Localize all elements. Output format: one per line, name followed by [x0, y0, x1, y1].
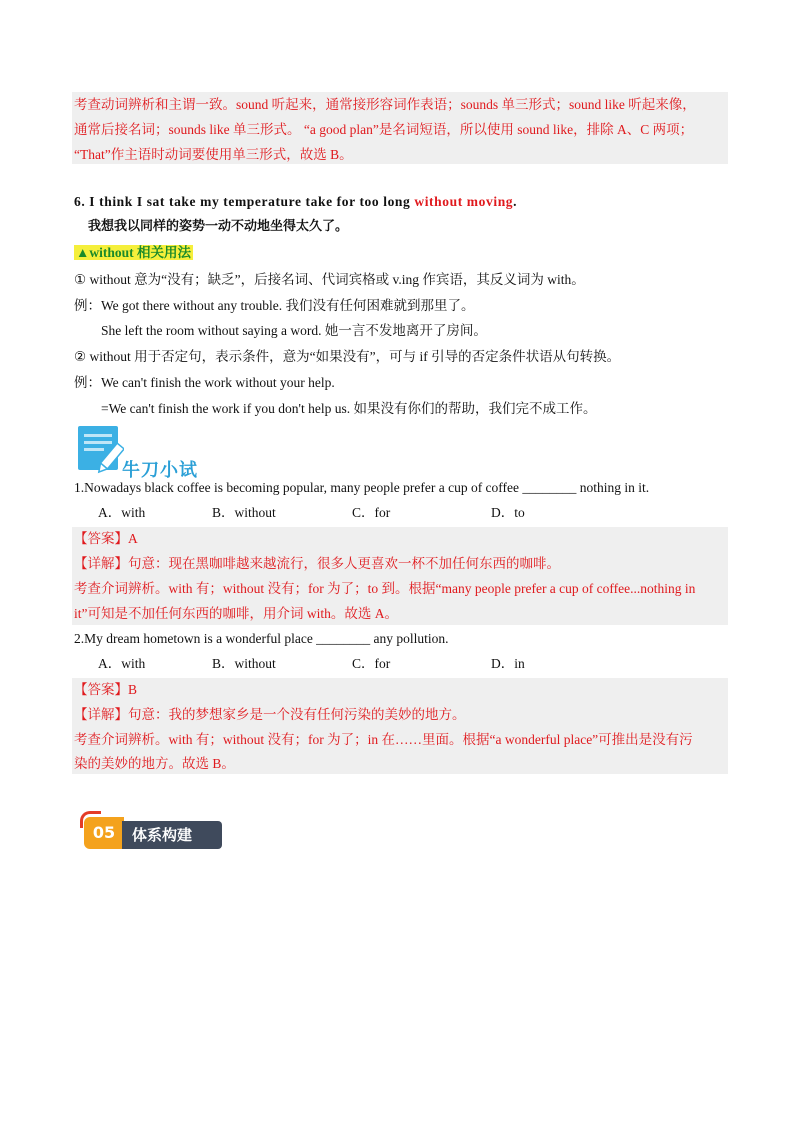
q1-analysis-line: it”可知是不加任何东西的咖啡，用介词 with。故选 A。 [74, 606, 398, 621]
q1-option-a: A．with [98, 505, 146, 520]
q1-answer: 【答案】A [74, 531, 138, 546]
q1-detail: 【详解】句意：现在黑咖啡越来越流行，很多人更喜欢一杯不加任何东西的咖啡。 [74, 556, 560, 571]
q1-option-c: C．for [352, 505, 391, 520]
item6-sentence-prefix: 6. I think I sat take my temperature take for too long [74, 194, 415, 209]
explanation-line: 通常后接名词；sounds like 单三形式。 “a good plan”是名词短语，所以使用 sound like，排除 A、C 两项； [74, 122, 694, 137]
section-title: 体系构建 [122, 821, 222, 849]
usage-line: She left the room without saying a word. 她一言不发地离开了房间。 [101, 323, 487, 338]
q2-option-b: B．without [212, 656, 276, 671]
q1-analysis-line: 考查介词辨析。with 有；without 没有；for 为了；to 到。根据“many people prefer a cup of coffee...nothing in [74, 581, 696, 596]
usage-line: =We can't finish the work if you don't help us. 如果没有你们的帮助，我们完不成工作。 [101, 401, 597, 416]
q2-detail: 【详解】句意：我的梦想家乡是一个没有任何污染的美妙的地方。 [74, 707, 466, 722]
usage-heading-label: ▲without 相关用法 [76, 245, 191, 260]
q2-analysis-line: 考查介词辨析。with 有；without 没有；for 为了；in 在……里面。根据“a wonderful place”可推出是没有污 [74, 732, 693, 747]
usage-line: ① without 意为“没有；缺乏”，后接名词、代词宾格或 v.ing 作宾语，其反义词为 with。 [74, 272, 585, 287]
q2-analysis-line: 染的美妙的地方。故选 B。 [74, 756, 235, 771]
practice-section-title: 牛刀小试 [122, 460, 198, 481]
top-explanation-box [72, 92, 728, 164]
usage-line: 例：We can't finish the work without your help. [74, 375, 335, 390]
q2-option-a: A．with [98, 656, 146, 671]
usage-line: 例：We got there without any trouble. 我们没有任何困难就到那里了。 [74, 298, 475, 313]
q2-answer-box [72, 678, 728, 774]
item6-sentence-suffix: . [513, 194, 518, 209]
q2-stem: 2.My dream hometown is a wonderful place ________ any pollution. [74, 631, 449, 646]
usage-line: ② without 用于否定句，表示条件，意为“如果没有”，可与 if 引导的否定条件状语从句转换。 [74, 349, 621, 364]
explanation-line: 考查动词辨析和主谓一致。sound 听起来，通常接形容词作表语；sounds 单三形式；sound like 听起来像， [74, 97, 696, 112]
section-05-badge [80, 811, 224, 849]
q1-option-b: B．without [212, 505, 276, 520]
section-number: 05 [84, 817, 124, 849]
item6-sentence-highlight: without moving [414, 194, 514, 209]
q2-option-c: C．for [352, 656, 391, 671]
usage-heading [74, 244, 193, 262]
q1-option-d: D．to [491, 505, 525, 520]
q1-stem: 1.Nowadays black coffee is becoming popular, many people prefer a cup of coffee ________ nothing in it. [74, 480, 650, 495]
q2-answer: 【答案】B [74, 682, 138, 697]
item6-sentence [74, 193, 517, 211]
notepad-pencil-icon [76, 424, 124, 476]
explanation-line: “That”作主语时动词要使用单三形式，故选 B。 [74, 147, 353, 162]
q1-answer-box [72, 527, 728, 625]
item6-translation: 我想我以同样的姿势一动不动地坐得太久了。 [88, 219, 349, 234]
q2-option-d: D．in [491, 656, 525, 671]
